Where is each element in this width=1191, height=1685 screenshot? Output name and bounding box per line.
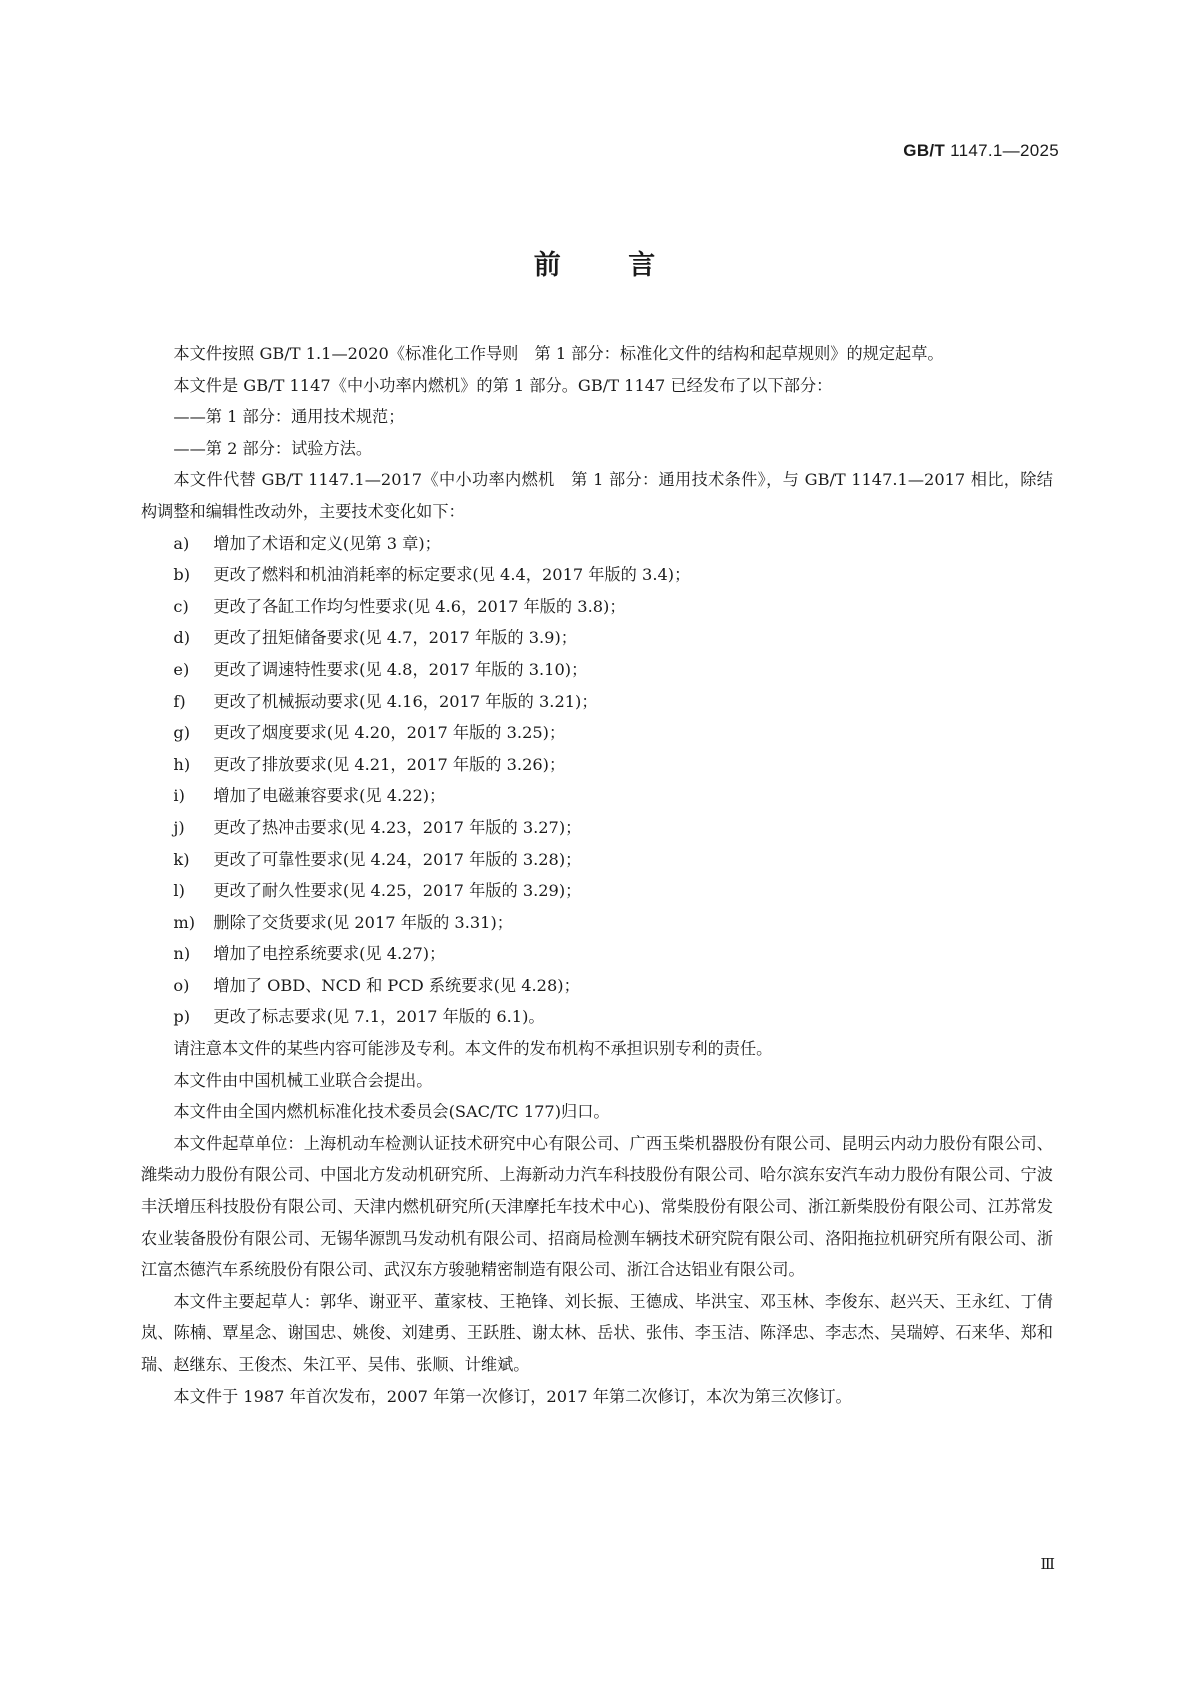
change-marker: l) [173, 881, 185, 901]
change-marker: d) [173, 628, 191, 648]
change-item [141, 844, 1053, 876]
paragraph-patent-notice: 请注意本文件的某些内容可能涉及专利。本文件的发布机构不承担识别专利的责任。 [173, 1039, 773, 1059]
change-item [141, 717, 1053, 749]
paragraph-drafting-rules: 本文件按照 GB/T 1.1—2020《标准化工作导则 第 1 部分：标准化文件的结构和起草规则》的规定起草。 [173, 344, 944, 363]
change-item [141, 622, 1053, 654]
change-marker: k) [173, 849, 190, 869]
change-item [141, 654, 1053, 686]
change-marker: c) [173, 596, 189, 616]
change-text: 删除了交货要求(见 2017 年版的 3.31)； [213, 912, 513, 932]
paragraph-proposer: 本文件由中国机械工业联合会提出。 [173, 1070, 433, 1090]
change-text: 更改了各缸工作均匀性要求(见 4.6，2017 年版的 3.8)； [213, 596, 626, 616]
change-marker: e) [173, 659, 190, 679]
change-marker: j) [173, 817, 185, 837]
part-list-item: ——第 1 部分：通用技术规范； [173, 407, 405, 427]
change-text: 更改了耐久性要求(见 4.25，2017 年版的 3.29)； [213, 881, 582, 901]
change-marker: m) [173, 912, 196, 932]
change-text: 更改了烟度要求(见 4.20，2017 年版的 3.25)； [213, 723, 566, 743]
page-number: Ⅲ [1040, 1555, 1055, 1573]
document-number-prefix: GB/T [903, 141, 946, 160]
change-text: 更改了机械振动要求(见 4.16，2017 年版的 3.21)； [213, 691, 598, 711]
change-text: 更改了标志要求(见 7.1，2017 年版的 6.1)。 [213, 1007, 545, 1027]
foreword-body [141, 338, 1053, 1412]
change-item [141, 812, 1053, 844]
paragraph-committee: 本文件由全国内燃机标准化技术委员会(SAC/TC 177)归口。 [173, 1102, 610, 1122]
change-item [141, 528, 1053, 560]
change-text: 更改了可靠性要求(见 4.24，2017 年版的 3.28)； [213, 849, 582, 869]
document-number [903, 141, 1059, 161]
change-text: 更改了扭矩储备要求(见 4.7，2017 年版的 3.9)； [213, 628, 577, 648]
change-item [141, 970, 1053, 1002]
change-marker: i) [173, 786, 185, 806]
paragraph-publication-history: 本文件于 1987 年首次发布，2007 年第一次修订，2017 年第二次修订，本次为第三次修订。 [173, 1386, 852, 1406]
change-text: 增加了电控系统要求(见 4.27)； [213, 944, 446, 964]
change-marker: g) [173, 723, 191, 743]
change-item [141, 938, 1053, 970]
change-marker: h) [173, 754, 191, 774]
change-marker: b) [173, 565, 191, 585]
paragraph-series-intro: 本文件是 GB/T 1147《中小功率内燃机》的第 1 部分。GB/T 1147 已经发布了以下部分： [173, 375, 833, 395]
change-text: 增加了 OBD、NCD 和 PCD 系统要求(见 4.28)； [213, 975, 580, 995]
change-item [141, 1001, 1053, 1033]
change-text: 更改了排放要求(见 4.21，2017 年版的 3.26)； [213, 754, 566, 774]
part-list-item: ——第 2 部分：试验方法。 [173, 438, 373, 458]
page-title: 前 言 [533, 250, 658, 281]
change-text: 更改了热冲击要求(见 4.23，2017 年版的 3.27)； [213, 817, 582, 837]
change-text: 增加了电磁兼容要求(见 4.22)； [213, 786, 446, 806]
change-marker: f) [173, 691, 186, 711]
change-text: 增加了术语和定义(见第 3 章)； [213, 533, 441, 553]
change-marker: a) [173, 533, 190, 553]
changes-list [141, 528, 1053, 1034]
change-item [141, 907, 1053, 939]
change-item [141, 875, 1053, 907]
paragraph-drafters: 本文件主要起草人：郭华、谢亚平、董家枝、王艳锋、刘长振、王德成、毕洪宝、邓玉林、李俊东、赵兴天、王永红、丁倩岚、陈楠、覃星念、谢国忠、姚俊、刘建勇、王跃胜、谢太林、岳状、张伟、李玉洁、陈泽忠、李志杰、吴瑞婷、石来华、郑和瑞、赵继东、王俊杰、朱江平、吴伟、张顺、计维斌。 [141, 1291, 1053, 1374]
change-text: 更改了调速特性要求(见 4.8，2017 年版的 3.10)； [213, 659, 588, 679]
change-marker: p) [173, 1007, 191, 1027]
change-text: 更改了燃料和机油消耗率的标定要求(见 4.4，2017 年版的 3.4)； [213, 565, 691, 585]
change-item [141, 559, 1053, 591]
change-item [141, 780, 1053, 812]
document-number-value: 1147.1—2025 [950, 141, 1059, 160]
paragraph-replacement: 本文件代替 GB/T 1147.1—2017《中小功率内燃机 第 1 部分：通用技术条件》，与 GB/T 1147.1—2017 相比，除结构调整和编辑性改动外，主要技术变化如下： [141, 470, 1053, 521]
change-marker: o) [173, 975, 190, 995]
change-item [141, 749, 1053, 781]
change-marker: n) [173, 944, 191, 964]
change-item [141, 686, 1053, 718]
change-item [141, 591, 1053, 623]
paragraph-drafting-units: 本文件起草单位：上海机动车检测认证技术研究中心有限公司、广西玉柴机器股份有限公司、昆明云内动力股份有限公司、潍柴动力股份有限公司、中国北方发动机研究所、上海新动力汽车科技股份有限公司、哈尔滨东安汽车动力股份有限公司、宁波丰沃增压科技股份有限公司、天津内燃机研究所(天津摩托车技术中心)、常柴股份有限公司、浙江新柴股份有限公司、江苏常发农业装备股份有限公司、无锡华源凯马发动机有限公司、招商局检测车辆技术研究院有限公司、洛阳拖拉机研究所有限公司、浙江富杰德汽车系统股份有限公司、武汉东方骏驰精密制造有限公司、浙江合达铝业有限公司。 [141, 1133, 1053, 1280]
